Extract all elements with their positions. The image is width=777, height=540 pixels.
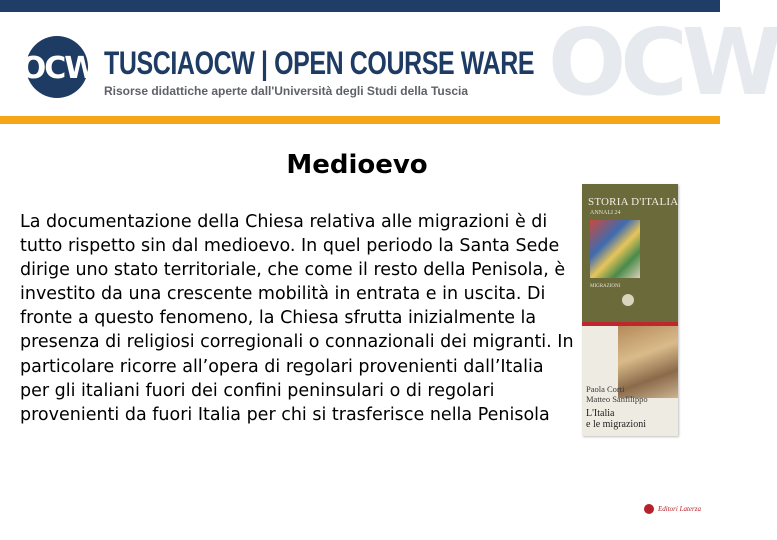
header-accent-rule: [0, 116, 720, 124]
brand-separator: |: [260, 45, 268, 81]
slide-title-text: Medioevo: [286, 150, 428, 180]
book-annali: ANNALI 24: [590, 210, 621, 216]
book-cover-lower: [582, 326, 678, 436]
book-volume-note: MIGRAZIONI: [590, 284, 621, 289]
book-series-title: STORIA D'ITALIA: [588, 196, 679, 208]
book-cover-upper: [582, 184, 678, 322]
book-author-1: Paola Corti: [586, 384, 625, 394]
book-title: [586, 408, 646, 430]
publisher-name: Editori Laterza: [658, 505, 701, 513]
publisher-seal-icon: [644, 504, 654, 514]
book-title-line-2: e le migrazioni: [586, 419, 646, 430]
slide-title: [0, 150, 720, 180]
logo-letters: OCW: [20, 51, 96, 86]
slide-body-text: La documentazione della Chiesa relativa alle migrazioni è di tutto rispetto sin dal medioevo. In quel periodo la Santa Sede dirige uno stato territoriale, che come il resto della Penisola, è investito da una crescente mobilità in entrata e in uscita. Di fronte a questo fenomeno, la Chiesa sfrutta inizialmente la presenza di religiosi corregionali o connazionali dei migranti. In particolare ricorre all’opera di regolari provenienti dall’Italia per gli italiani fuori dei confini peninsulari o di regolari provenienti da fuori Italia per chi si trasferisce nella Penisola: [20, 212, 574, 425]
book-emblem-icon: [622, 294, 634, 306]
book-authors: [586, 384, 648, 404]
book-author-2: Matteo Sanfilippo: [586, 394, 648, 404]
book-cover-image: [582, 184, 678, 436]
ocw-watermark: OCW: [548, 9, 777, 116]
brand-left: TUSCIAOCW: [104, 45, 255, 81]
book-cover-painting: [590, 220, 640, 278]
header-banner: [0, 9, 777, 116]
publisher-logo: [644, 500, 701, 518]
ocw-logo[interactable]: [20, 32, 96, 106]
brand-title: [104, 46, 534, 80]
book-title-line-1: L'Italia: [586, 408, 615, 419]
brand-subtitle: Risorse didattiche aperte dall'Università degli Studi della Tuscia: [104, 84, 469, 98]
brand-right: OPEN COURSE WARE: [274, 45, 535, 81]
